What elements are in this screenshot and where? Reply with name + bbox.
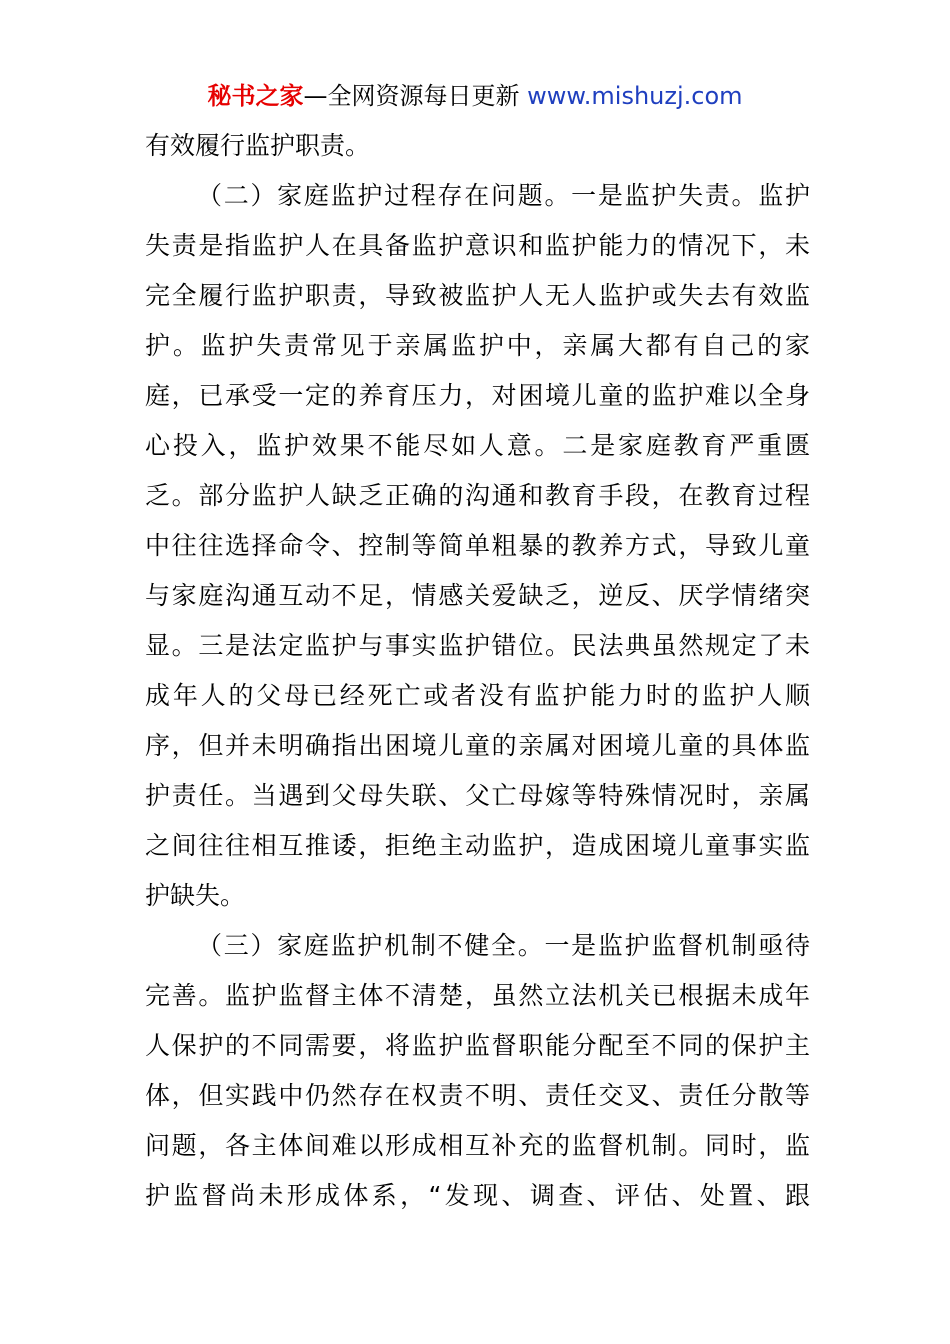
- text-line: 护监督尚未形成体系，“发现、调查、评估、处置、跟: [145, 1181, 810, 1210]
- text-line: 有效履行监护职责。: [145, 131, 371, 160]
- text-line: 完善。监护监督主体不清楚，虽然立法机关已根据未成年: [145, 981, 810, 1010]
- text-line: 心投入，监护效果不能尽如人意。二是家庭教育严重匮: [145, 431, 810, 460]
- text-line: 护。监护失责常见于亲属监护中，亲属大都有自己的家: [145, 331, 810, 360]
- document-body: [145, 121, 810, 1221]
- text-line: 之间往往相互推诿，拒绝主动监护，造成困境儿童事实监: [145, 831, 810, 860]
- site-url-link[interactable]: www.mishuzj.com: [527, 82, 743, 110]
- text-line: 成年人的父母已经死亡或者没有监护能力时的监护人顺: [145, 681, 810, 710]
- text-line: 问题，各主体间难以形成相互补充的监督机制。同时，监: [145, 1131, 810, 1160]
- text-line: 完全履行监护职责，导致被监护人无人监护或失去有效监: [145, 281, 810, 310]
- site-brand: 秘书之家: [207, 82, 304, 110]
- site-tagline: —全网资源每日更新: [303, 82, 528, 110]
- text-line: 庭，已承受一定的养育压力，对困境儿童的监护难以全身: [145, 381, 810, 410]
- text-line: 序，但并未明确指出困境儿童的亲属对困境儿童的具体监: [145, 731, 810, 760]
- text-line: 护责任。当遇到父母失联、父亡母嫁等特殊情况时，亲属: [145, 781, 810, 810]
- text-line: 体，但实践中仍然存在权责不明、责任交叉、责任分散等: [145, 1081, 810, 1110]
- text-line: 与家庭沟通互动不足，情感关爱缺乏，逆反、厌学情绪突: [145, 581, 810, 610]
- section-heading-line: （三）家庭监护机制不健全。一是监护监督机制亟待: [197, 931, 810, 960]
- text-line: 护缺失。: [145, 881, 246, 910]
- text-line: 人保护的不同需要，将监护监督职能分配至不同的保护主: [145, 1031, 810, 1060]
- text-line: 乏。部分监护人缺乏正确的沟通和教育手段，在教育过程: [145, 481, 810, 510]
- text-line: 失责是指监护人在具备监护意识和监护能力的情况下，未: [145, 231, 810, 260]
- page-header: [0, 78, 950, 114]
- text-line: 显。三是法定监护与事实监护错位。民法典虽然规定了未: [145, 631, 810, 660]
- text-line: 中往往选择命令、控制等简单粗暴的教养方式，导致儿童: [145, 531, 810, 560]
- section-heading-line: （二）家庭监护过程存在问题。一是监护失责。监护: [197, 181, 810, 210]
